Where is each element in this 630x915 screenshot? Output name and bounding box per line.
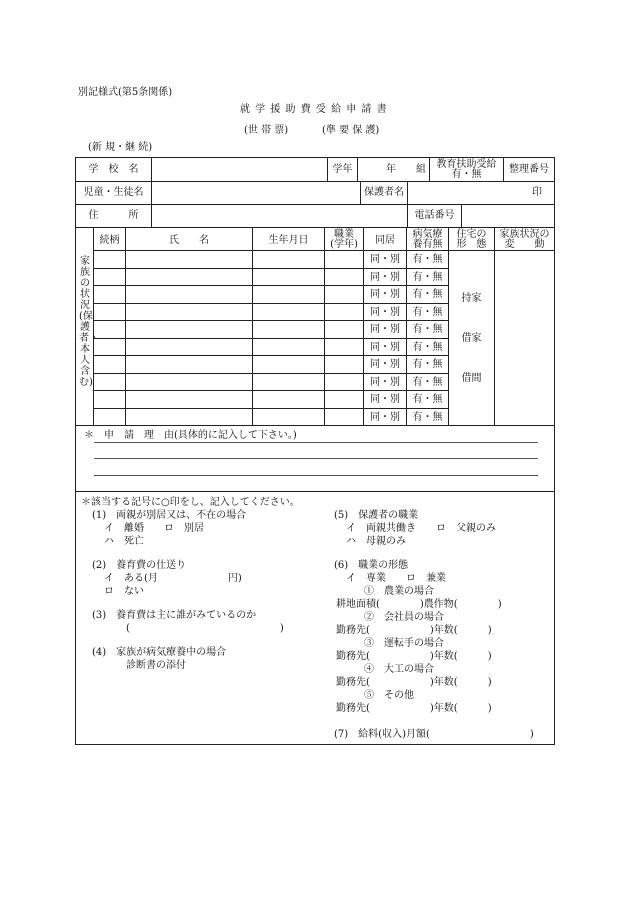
family-row-medical-choice[interactable]: 有・無	[412, 342, 443, 353]
education-aid-label: 教育扶助受給	[436, 159, 497, 170]
family-row-medical-choice[interactable]: 有・無	[412, 394, 443, 405]
family-row-cohabit-choice[interactable]: 同・別	[370, 359, 400, 370]
housing-rented-room[interactable]: 借間	[461, 373, 482, 384]
note-2-option-no[interactable]: ロ ない	[104, 586, 144, 597]
note-6-office-fields[interactable]: 勤務先( )年数( )	[336, 625, 492, 636]
family-row-medical-choice[interactable]: 有・無	[412, 272, 443, 283]
family-row-medical-choice[interactable]: 有・無	[412, 289, 443, 300]
note-1-options-a[interactable]: イ 離婚 ロ 別居	[104, 523, 204, 534]
col-medical: 病気療	[412, 229, 443, 240]
family-row-name-field[interactable]	[126, 321, 251, 337]
family-row-name-field[interactable]	[126, 409, 251, 425]
grade-label: 学年	[332, 164, 353, 175]
family-row-medical-choice[interactable]: 有・無	[412, 254, 443, 265]
col-name: 氏 名	[169, 235, 209, 246]
family-row-medical-choice[interactable]: 有・無	[412, 324, 443, 335]
housing-rented-house[interactable]: 借家	[461, 333, 482, 344]
note-6-farm-title: ① 農業の場合	[364, 586, 434, 597]
note-6-options[interactable]: イ 専業 ロ 兼業	[346, 573, 446, 584]
note-6-farm-fields[interactable]: 耕地面積( )農作物( )	[336, 599, 502, 610]
note-6-title: (6) 職業の形態	[334, 560, 409, 571]
note-3-title: (3) 養育費は主に誰がみているのか	[92, 610, 257, 621]
col-housing-2: 形 態	[456, 239, 487, 250]
note-6-office-title: ② 会社員の場合	[364, 612, 444, 623]
application-form	[75, 157, 555, 745]
address-label: 住 所	[88, 210, 139, 221]
notes-intro: ＊該当する記号に○印をし、記入してください。	[81, 497, 300, 508]
note-6-other-title: ⑤ その他	[364, 690, 414, 701]
note-6-other-fields[interactable]: 勤務先( )年数( )	[336, 703, 492, 714]
family-status-side-label: 家族の状況(保護者・本人含む)	[79, 256, 99, 388]
note-3-field[interactable]: ( )	[126, 623, 284, 634]
col-family-change: 家族状況の	[499, 229, 550, 240]
school-name-label: 学 校 名	[88, 164, 139, 175]
application-reason-field[interactable]	[94, 443, 538, 475]
col-occupation: 職業	[334, 229, 354, 240]
address-field[interactable]	[152, 205, 406, 226]
family-row-name-field[interactable]	[126, 339, 251, 355]
seal-mark: 印	[532, 187, 542, 198]
guardian-name-label: 保護者名	[364, 187, 404, 198]
family-row-medical-choice[interactable]: 有・無	[412, 307, 443, 318]
family-row-cohabit-choice[interactable]: 同・別	[370, 324, 400, 335]
phone-label: 電話番号	[414, 210, 455, 221]
col-family-change-2: 変 動	[504, 239, 545, 250]
family-row-name-field[interactable]	[126, 304, 251, 320]
note-6-carpenter-fields[interactable]: 勤務先( )年数( )	[336, 677, 492, 688]
guardian-name-field[interactable]	[408, 182, 548, 203]
note-2-option-yes[interactable]: イ ある(月 円)	[104, 573, 242, 584]
subtitle-quasi-protection: (準 要 保 護)	[322, 125, 380, 136]
note-5-title: (5) 保護者の職業	[334, 510, 419, 521]
application-reason-label: ＊ 申 請 理 由(具体的に記入して下さい。)	[84, 430, 297, 441]
family-row-name-field[interactable]	[126, 374, 251, 390]
family-row-medical-choice[interactable]: 有・無	[412, 359, 443, 370]
note-1-title: (1) 両親が別居又は、不在の場合	[92, 510, 247, 521]
note-5-options-b[interactable]: ハ 母親のみ	[346, 536, 406, 547]
family-row-medical-choice[interactable]: 有・無	[412, 412, 443, 423]
housing-owned[interactable]: 持家	[461, 293, 482, 304]
family-row-name-field[interactable]	[126, 391, 251, 407]
form-reference: 別記様式(第5条関係)	[78, 87, 173, 98]
family-row-cohabit-choice[interactable]: 同・別	[370, 377, 400, 388]
note-6-driver-title: ③ 運転手の場合	[364, 638, 444, 649]
note-7-salary[interactable]: (7) 給料(収入)月額( )	[334, 729, 534, 740]
family-row-cohabit-choice[interactable]: 同・別	[370, 412, 400, 423]
education-aid-choice[interactable]: 有・無	[451, 169, 482, 180]
student-name-field[interactable]	[152, 182, 359, 203]
family-row-cohabit-choice[interactable]: 同・別	[370, 394, 400, 405]
note-5-options-a[interactable]: イ 両親共働き ロ 父親のみ	[346, 523, 496, 534]
note-4-detail[interactable]: 診断書の添付	[126, 660, 186, 671]
family-row-cohabit-choice[interactable]: 同・別	[370, 254, 400, 265]
col-birthdate: 生年月日	[268, 235, 309, 246]
family-row-cohabit-choice[interactable]: 同・別	[370, 272, 400, 283]
col-relation: 続柄	[99, 235, 120, 246]
family-row-name-field[interactable]	[126, 269, 251, 285]
col-cohabit: 同居	[375, 235, 395, 246]
application-type: (新 規・継 続)	[88, 142, 153, 153]
note-6-driver-fields[interactable]: 勤務先( )年数( )	[336, 651, 492, 662]
family-row-cohabit-choice[interactable]: 同・別	[370, 342, 400, 353]
phone-field[interactable]	[462, 205, 554, 226]
col-medical-2: 養有無	[412, 239, 443, 250]
family-row-name-field[interactable]	[126, 286, 251, 302]
note-2-title: (2) 養育費の仕送り	[92, 560, 187, 571]
col-housing: 住宅の	[456, 229, 487, 240]
family-row-cohabit-choice[interactable]: 同・別	[370, 289, 400, 300]
col-occupation-grade: (学年)	[330, 239, 358, 250]
reference-number-label: 整理番号	[509, 164, 549, 175]
grade-class-field[interactable]: 年 組	[386, 164, 426, 175]
student-name-label: 児童・生徒名	[83, 187, 144, 198]
family-row-medical-choice[interactable]: 有・無	[412, 377, 443, 388]
family-row-name-field[interactable]	[126, 251, 251, 267]
note-6-carpenter-title: ④ 大工の場合	[364, 664, 434, 675]
family-row-name-field[interactable]	[126, 356, 251, 372]
family-row-cohabit-choice[interactable]: 同・別	[370, 307, 400, 318]
school-name-field[interactable]	[152, 159, 326, 180]
subtitle-household: (世 帯 票)	[244, 125, 289, 136]
note-1-options-b[interactable]: ハ 死亡	[104, 536, 144, 547]
form-title: 就 学 援 助 費 受 給 申 請 書	[240, 104, 388, 115]
note-4-title: (4) 家族が病気療養中の場合	[92, 647, 227, 658]
